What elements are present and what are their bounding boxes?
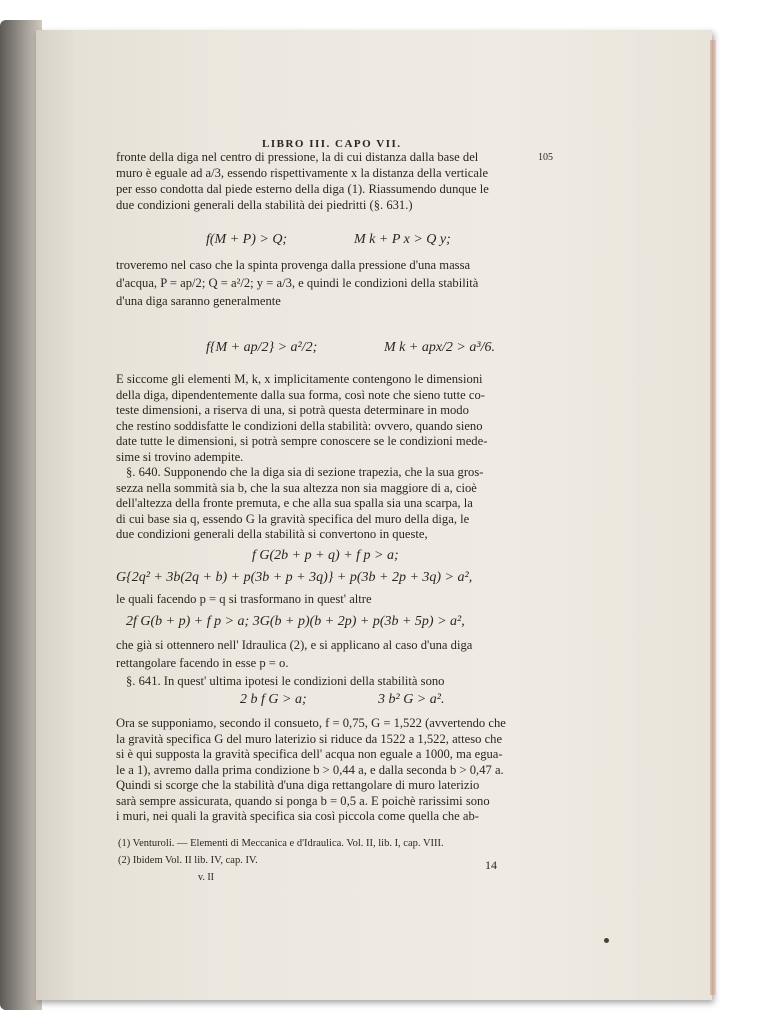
text-line: fronte della diga nel centro di pressione, la di cui distanza dalla base del [116,150,479,164]
text-line: d'una diga saranno generalmente [116,294,281,308]
text-line: E siccome gli elementi M, k, x implicitamente contengono le dimensioni [116,372,483,386]
formula: 2f G(b + p) + f p > a; 3G(b + p)(b + 2p) + p(3b + 5p) > a², [126,614,465,629]
text-line: i muri, nei quali la gravità specifica sia così piccola come quella che ab- [116,809,479,823]
text-line: le quali facendo p = q si trasformano in quest' altre [116,592,372,606]
footnote-1: (1) Venturoli. — Elementi di Meccanica e d'Idraulica. Vol. II, lib. I, cap. VIII. [118,838,444,849]
text-line: due condizioni generali della stabilità si convertono in queste, [116,527,428,541]
text-line: Quindi si scorge che la stabilità d'una diga rettangolare di muro laterizio [116,778,480,792]
text-line: due condizioni generali della stabilità dei piedritti (§. 631.) [116,198,413,212]
signature-number: 14 [485,858,497,872]
formula: M k + P x > Q y; [354,232,451,247]
text-line: che restino soddisfatte le condizioni della stabilità: ovvero, quando sieno [116,418,483,433]
running-header: LIBRO III. CAPO VII. [262,138,402,150]
formula: f(M + P) > Q; [206,232,288,247]
text-line: sime si trovino adempite. [116,449,244,464]
formula: f{M + ap/2} > a²/2; [206,340,318,355]
text-line: per esso condotta dal piede esterno della diga (1). Riassumendo dunque le [116,182,489,196]
text-line: §. 640. Supponendo che la diga sia di sezione trapezia, che la sua gros- [126,465,484,479]
text-line: Ora se supponiamo, secondo il consueto, f = 0,75, G = 1,522 (avvertendo che [116,716,506,730]
text-line: della diga, dipendentemente dalla sua forma, così note che sieno tutte co- [116,387,485,402]
text-line: §. 641. In quest' ultima ipotesi le condizioni della stabilità sono [126,674,445,688]
text-line: troveremo nel caso che la spinta provenga dalla pressione d'una massa [116,258,471,272]
text-line: teste dimensioni, a riserva di una, si potrà questa determinare in modo [116,403,469,417]
text-line: sarà sempre assicurata, quando si ponga b = 0,5 a. E poichè rarissimi sono [116,793,490,808]
formula: G{2q² + 3b(2q + b) + p(3b + p + 3q)} + p(3b + 2p + 3q) > a², [116,570,473,585]
formula: 3 b² G > a². [378,692,445,707]
text-line: di cui base sia q, essendo G la gravità specifica del muro della diga, le [116,511,470,526]
text-line: muro è eguale ad a/3, essendo rispettivamente x la distanza della verticale [116,166,489,180]
ink-spot [604,938,609,943]
formula: 2 b f G > a; [240,692,307,707]
text-line: le a 1), avremo dalla prima condizione b > 0,44 a, e dalla seconda b > 0,47 a. [116,762,504,777]
footnote-2: (2) Ibidem Vol. II lib. IV, cap. IV. [118,855,258,866]
text-line: che già si ottennero nell' Idraulica (2), e si applicano al caso d'una diga [116,638,473,652]
page-number: 105 [538,152,553,163]
text-line: dell'altezza della fronte premuta, e che alla sua spalla sia una scarpa, la [116,496,473,510]
page-edge [710,40,716,995]
text-line: si è qui supposta la gravità specifica dell' acqua non eguale a 1000, ma egua- [116,747,503,761]
text-line: date tutte le dimensioni, si potrà sempre conoscere se le condizioni mede- [116,434,488,448]
text-line: d'acqua, P = ap/2; Q = a²/2; y = a/3, e quindi le condizioni della stabilità [116,276,479,290]
formula: f G(2b + p + q) + f p > a; [252,548,399,563]
text-line: la gravità specifica G del muro laterizio si riduce da 1522 a 1,522, atteso che [116,731,503,746]
formula: M k + apx/2 > a³/6. [384,340,495,355]
text-line: sezza nella sommità sia b, che la sua altezza non sia maggiore di a, cioè [116,480,477,495]
signature-mark: v. II [198,872,215,883]
text-line: rettangolare facendo in esse p = o. [116,656,289,670]
